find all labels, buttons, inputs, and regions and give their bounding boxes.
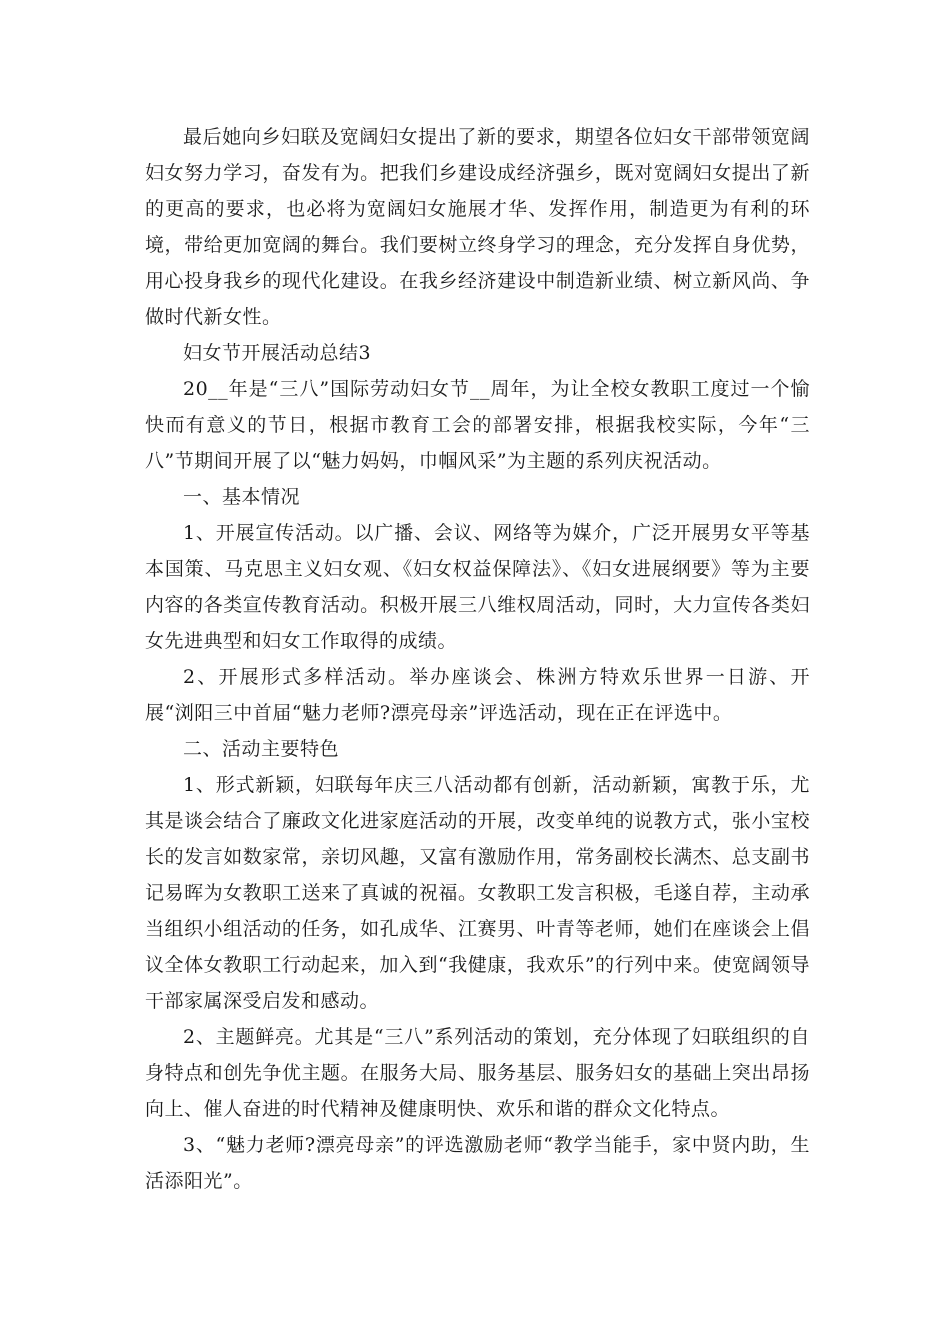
paragraph-publicity-activities: 1、开展宣传活动。以广播、会议、网络等为媒介，广泛开展男女平等基本国策、马克思主义妇女观、《妇女权益保障法》、《妇女进展纲要》等为主要内容的各类宣传教育活动。积极开展三八维权周活动，同时，大力宣传各类妇女先进典型和妇女工作取得的成绩。 — [145, 522, 810, 652]
paragraph-diverse-activities: 2、开展形式多样活动。举办座谈会、株洲方特欢乐世界一日游、开展“浏阳三中首届“魅力老师?漂亮母亲”评选活动，现在正在评选中。 — [145, 666, 810, 724]
paragraph-introduction: 20__年是“三八”国际劳动妇女节__周年，为让全校女教职工度过一个愉快而有意义的节日，根据市教育工会的部署安排，根据我校实际，今年“三八”节期间开展了以“魅力妈妈，巾帼风采”为主题的系列庆祝活动。 — [145, 378, 810, 472]
paragraph-closing-remarks: 最后她向乡妇联及宽阔妇女提出了新的要求，期望各位妇女干部带领宽阔妇女努力学习，奋发有为。把我们乡建设成经济强乡，既对宽阔妇女提出了新的更高的要求，也必将为宽阔妇女施展才华、发挥作用，制造更为有利的环境，带给更加宽阔的舞台。我们要树立终身学习的理念，充分发挥自身优势，用心投身我乡的现代化建设。在我乡经济建设中制造新业绩、树立新风尚、争做时代新女性。 — [145, 126, 810, 328]
paragraph-bright-theme: 2、主题鲜亮。尤其是“三八”系列活动的策划，充分体现了妇联组织的自身特点和创先争优主题。在服务大局、服务基层、服务妇女的基础上突出昂扬向上、催人奋进的时代精神及健康明快、欢乐和谐的群众文化特点。 — [145, 1026, 810, 1120]
heading-basic-situation: 一、基本情况 — [183, 486, 301, 508]
heading-main-features: 二、活动主要特色 — [183, 738, 340, 760]
paragraph-award-selection: 3、“魅力老师?漂亮母亲”的评选激励老师“教学当能手，家中贤内助，生活添阳光”。 — [145, 1134, 810, 1192]
document-body — [145, 119, 810, 1199]
section-heading-summary-3: 妇女节开展活动总结3 — [183, 342, 372, 364]
paragraph-novel-format: 1、形式新颖，妇联每年庆三八活动都有创新，活动新颖，寓教于乐，尤其是谈会结合了廉政文化进家庭活动的开展，改变单纯的说教方式，张小宝校长的发言如数家常，亲切风趣，又富有激励作用，常务副校长满杰、总支副书记易晖为女教职工送来了真诚的祝福。女教职工发言积极，毛遂自荐，主动承当组织小组活动的任务，如孔成华、江赛男、叶青等老师，她们在座谈会上倡议全体女教职工行动起来，加入到“我健康，我欢乐”的行列中来。使宽阔领导干部家属深受启发和感动。 — [145, 774, 810, 1012]
